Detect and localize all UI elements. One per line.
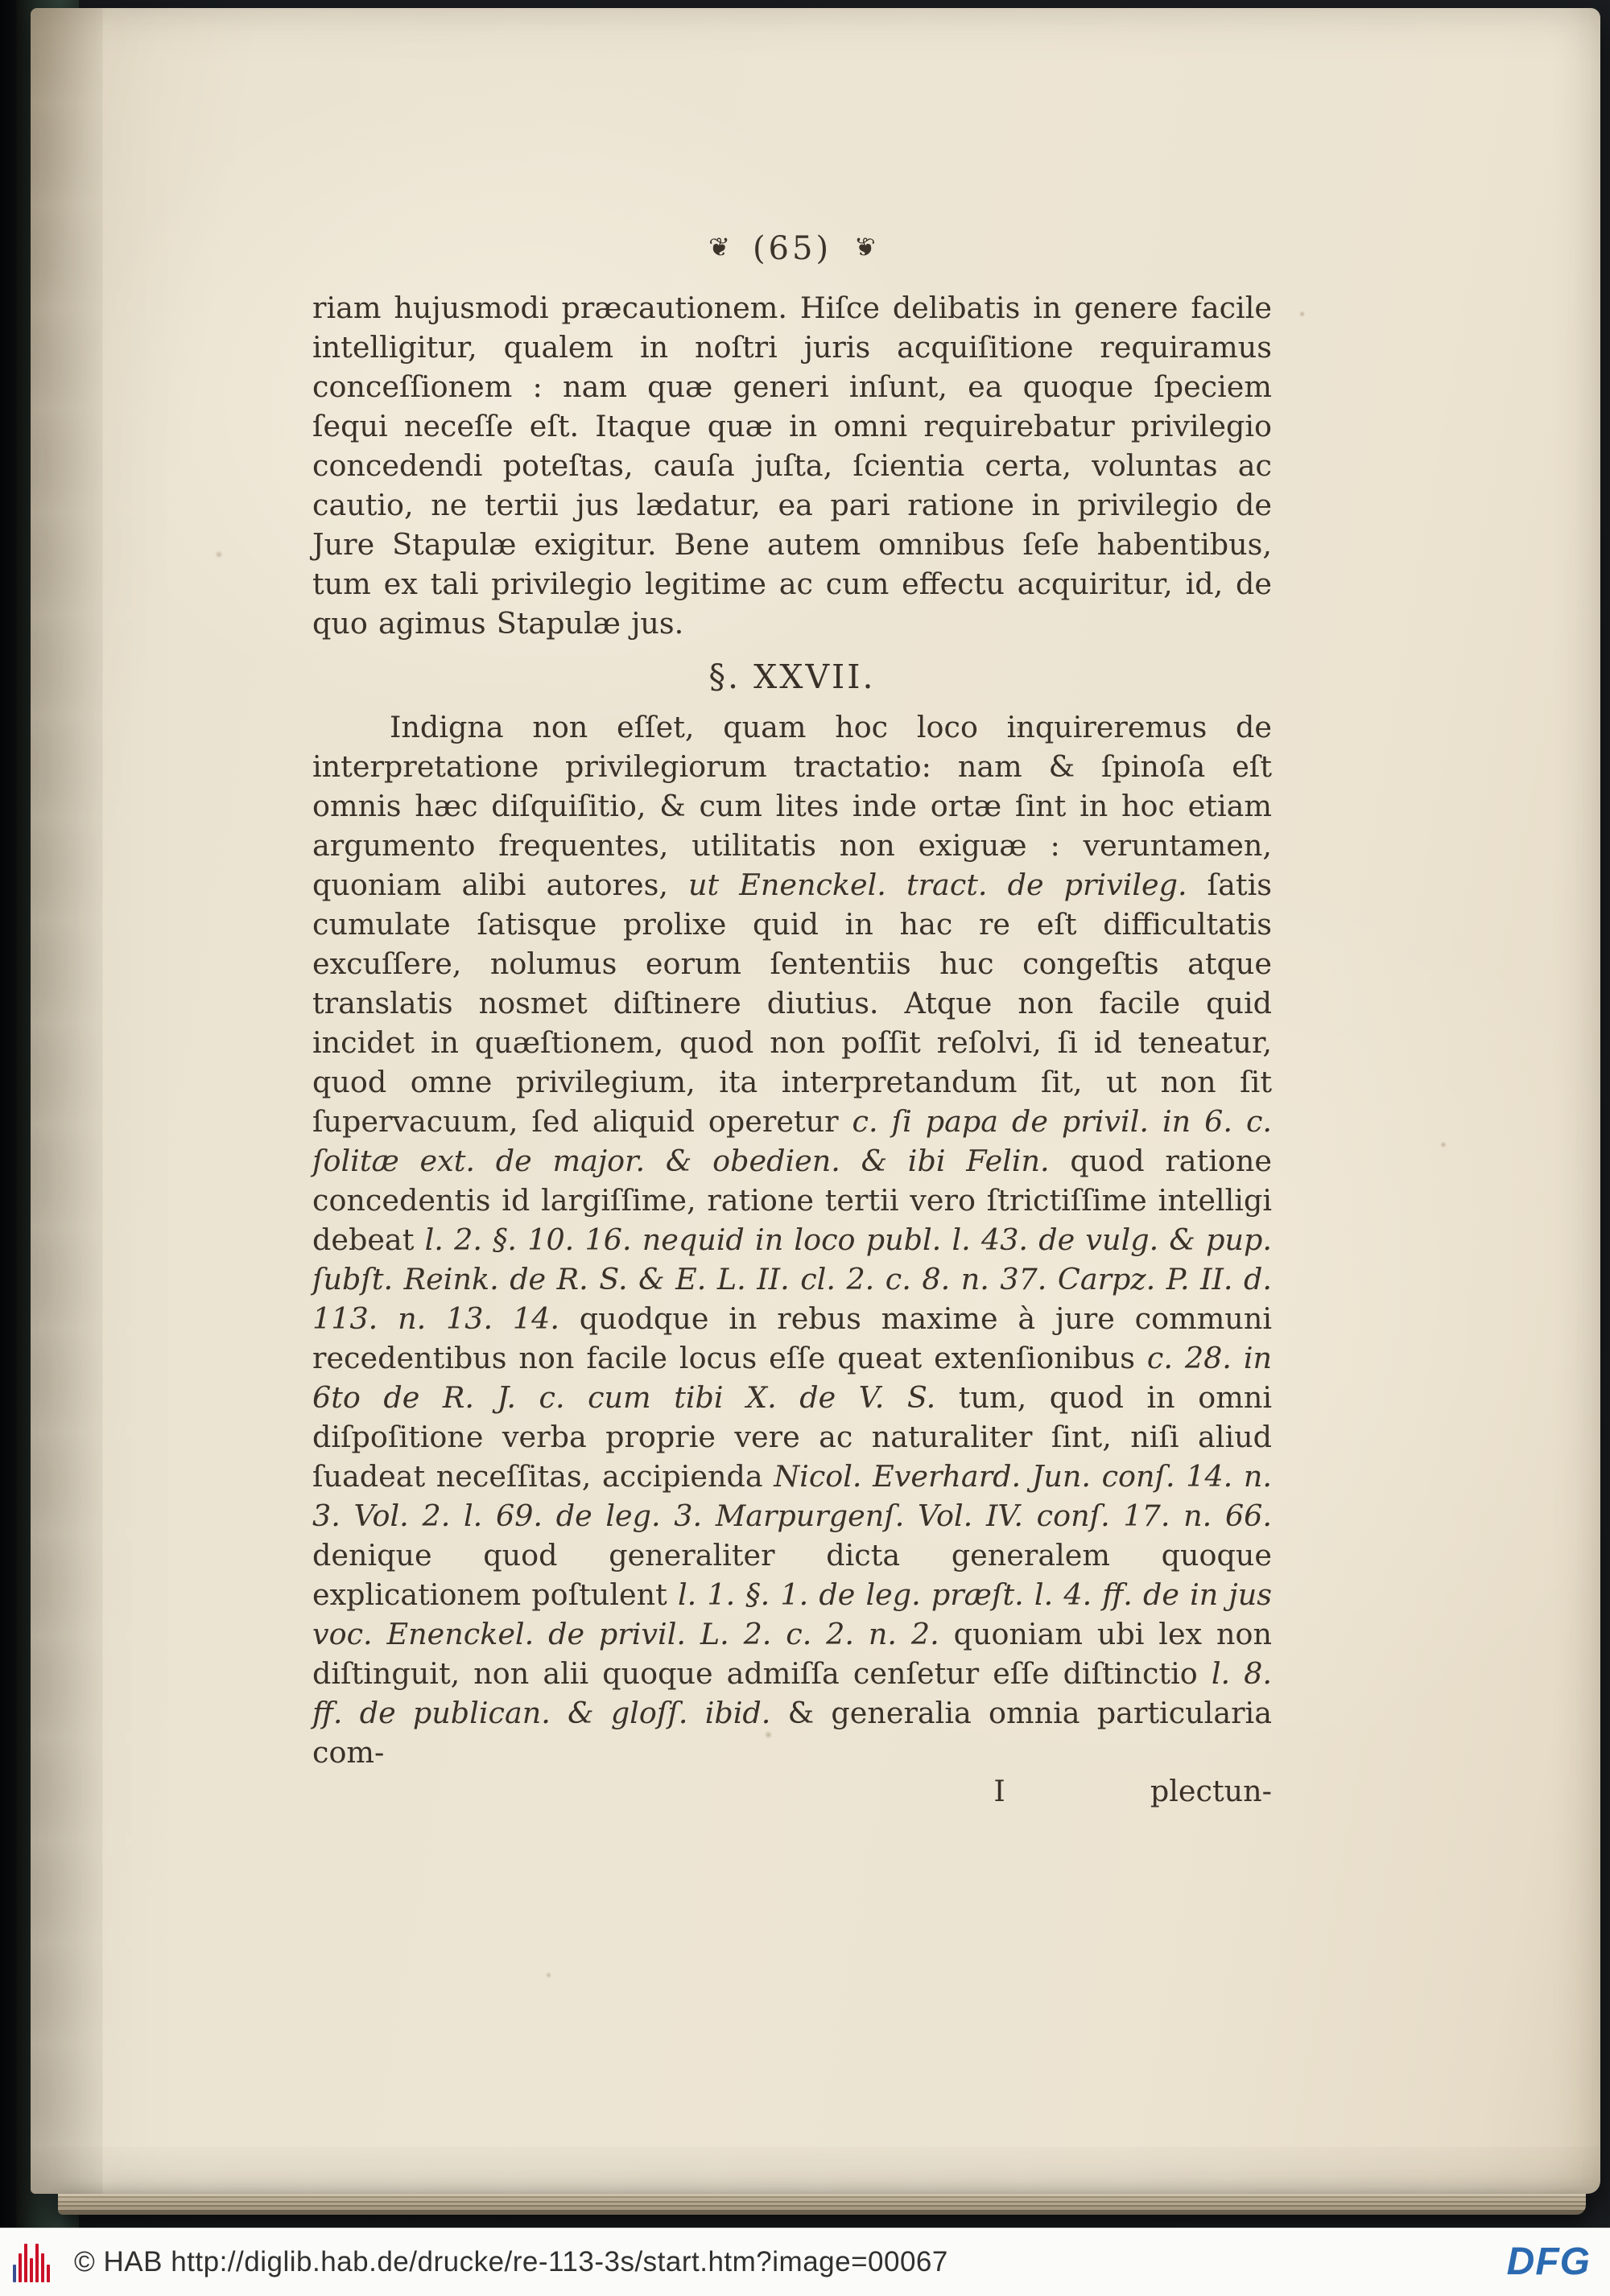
page-header	[312, 230, 1272, 267]
page-content	[31, 8, 1600, 2194]
signature-mark: I	[993, 1774, 1005, 1808]
signature-line	[312, 1774, 1272, 1816]
page-bottom-edge	[58, 2194, 1586, 2215]
copyright-prefix: © HAB	[74, 2245, 171, 2277]
paragraph: riam hujusmodi præcautionem. Hiſce delibatis in genere facile intelligitur, qualem in noſtri juris acquiſitione requiramus conceſſionem : nam quæ generi inſunt, ea quoque ſpeciem ſequi neceſſe eſt. Itaque quæ in omni requirebatur privilegio concedendi poteſtas, cauſa juſta, ſcientia certa, voluntas ac cautio, ne tertii jus lædatur, ea pari ratione in privilegio de Jure Stapulæ exigitur. Bene autem omnibus ſeſe habentibus, tum ex tali privilegio legitime ac cum effectu acquiritur, id, de quo agimus Stapulæ jus.	[312, 291, 1272, 641]
section-heading: §. XXVII.	[708, 657, 876, 696]
catchword: plectun-	[1150, 1774, 1272, 1808]
source-url: http://diglib.hab.de/drucke/re-113-3s/start.htm?image=00067	[171, 2245, 948, 2277]
paragraph: Indigna non eſſet, quam hoc loco inquireremus de interpretatione privilegiorum tractatio: nam & ſpinoſa eſt omnis hæc diſquiſitio, & cum lites inde ortæ ſint in hoc etiam argumento frequentes, utilitatis non exiguæ : veruntamen, quoniam alibi autores, ut Enenckel. tract. de privileg. ſatis cumulate ſatisque prolixe quid in hac re eſt difficultatis excuſſere, nolumus eorum ſententiis huc congeſtis atque translatis nosmet diſtinere diutius. Atque non facile quid incidet in quæſtionem, quod non poſſit reſolvi, ſi id teneatur, quod omne privilegium, ita interpretandum ſit, ut non ſit ſupervacuum, ſed aliquid operetur c. ſi papa de privil. in 6. c. ſolitæ ext. de major. & obedien. & ibi Felin. quod ratione concedentis id largiſſime, ratione tertii vero ſtrictiſſime intelligi debeat l. 2. §. 10. 16. nequid in loco publ. l. 43. de vulg. & pup. ſubſt. Reink. de R. S. & E. L. II. cl. 2. c. 8. n. 37. Carpz. P. II. d. 113. n. 13. 14. quodque in rebus maxime à jure communi recedentibus non facile locus eſſe queat extenſionibus c. 28. in 6to de R. J. c. cum tibi X. de V. S. tum, quod in omni diſpoſitione verba proprie vere ac naturaliter ſint, niſi aliud ſuadeat neceſſitas, accipienda Nicol. Everhard. Jun. conſ. 14. n. 3. Vol. 2. l. 69. de leg. 3. Marpurgenſ. Vol. IV. conſ. 17. n. 66. denique quod generaliter dicta generalem quoque explicationem poſtulent l. 1. §. 1. de leg. præſt. l. 4. ff. de in jus voc. Enenckel. de privil. L. 2. c. 2. n. 2. quoniam ubi lex non diſtinguit, non alii quoque admiſſa cenſetur eſſe diſtinctio l. 8. ff. de publican. & gloſſ. ibid. & generalia omnia particularia com-	[312, 710, 1273, 1770]
hab-barcode-icon	[13, 2242, 50, 2282]
fleuron-right-icon: ❦	[854, 232, 876, 262]
scanned-page	[31, 8, 1600, 2194]
copyright-text	[74, 2246, 948, 2278]
page-number: (65)	[752, 230, 832, 267]
dfg-logo: DFG	[1506, 2240, 1591, 2283]
fleuron-left-icon: ❦	[708, 232, 730, 262]
viewer-footer	[0, 2228, 1610, 2296]
